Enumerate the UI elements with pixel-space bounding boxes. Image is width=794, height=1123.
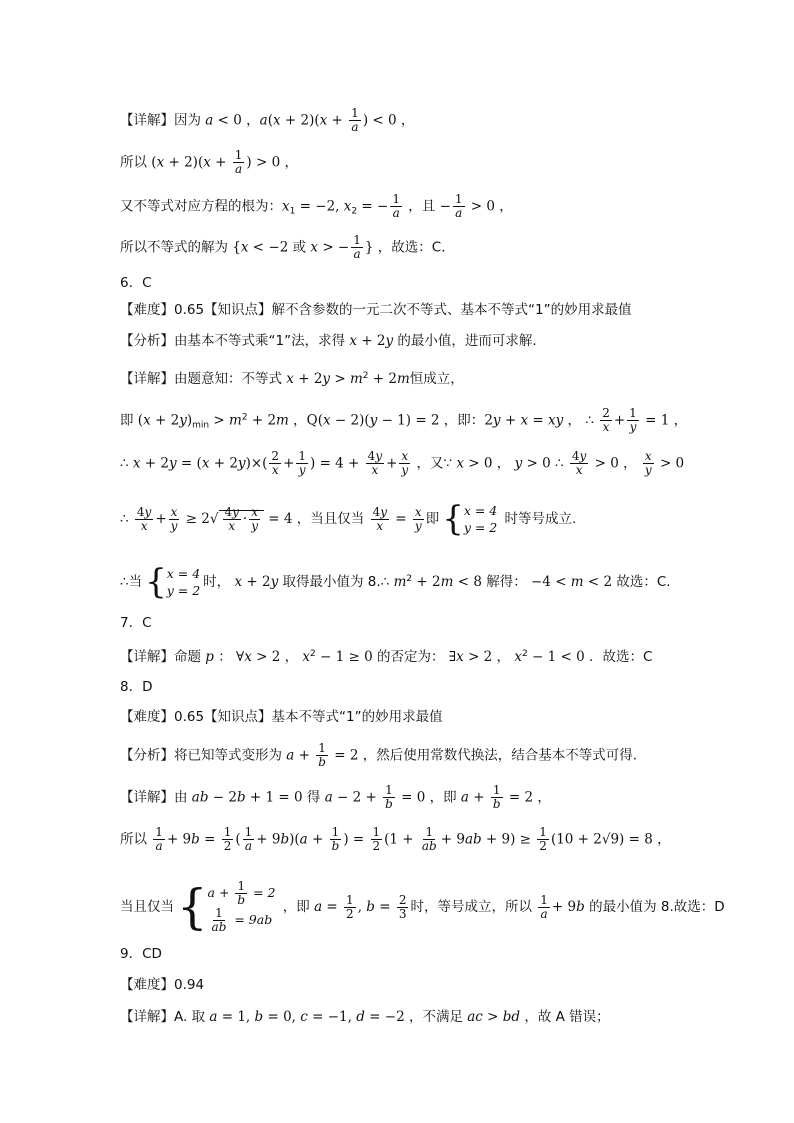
solution-line: 所以不等式的解为 {x < −2 或 x > − $\frac{1}{a}$ } ，故选：C． [120,233,455,261]
solution-line: ∴ x + 2y = (x + 2y)×( $\frac{2}{x}$ + $\frac{1}{y}$ ) = 4 + $\frac{4y}{x}$ + $\frac{x}{y}$ ，又∵ x > 0 ， y > 0 ∴ $\frac{4y}{x}$ > 0 ， $\frac{x}{y}$ > 0 [120,449,685,477]
solution-line: 所以 (x + 2)(x + $\frac{1}{a}$ ) > 0 ， [120,148,298,176]
solution-line: 当且仅当 { a + $\frac{1}{b}$ = 2 $\frac{1}{ab}$ = 9ab ，即 a = $\frac{1}{2}$ , b = $\frac{2}{3}$ 时，等号成立，所以 $\frac{1}{a}$ + 9b 的最小值为 8.故选：D [120,879,725,935]
solution-line: 所以 $\frac{1}{a}$ + 9b = $\frac{1}{2}$ ( $\frac{1}{a}$ + 9b)(a + $\frac{1}{b}$ ) = $\frac{1}{2}$ (1 + $\frac{1}{ab}$ + 9ab + 9) ≥ $\frac{1}{2}$ (10 + 2√9) = 8 ， [120,825,671,853]
analysis-line: 【分析】由基本不等式乘“1”法，求得 x + 2y 的最小值，进而可求解. [120,333,537,349]
solution-line: 【详解】由 ab − 2b + 1 = 0 得 a − 2 + $\frac{1}{b}$ = 0 ，即 a + $\frac{1}{b}$ = 2 ， [120,783,551,811]
question-number: 7．C [120,615,152,631]
solution-line: 【详解】A. 取 a = 1, b = 0, c = −1, d = −2 ，不满足 ac > bd ，故 A 错误； [120,1009,610,1025]
question-number: 6．C [120,275,152,291]
difficulty-line: 【难度】0.94 [120,977,205,993]
question-number: 9．CD [120,946,162,962]
difficulty-line: 【难度】0.65【知识点】基本不等式“1”的妙用求最值 [120,709,443,725]
solution-line: 【详解】由题意知：不等式 $x + 2y > m^2 + 2m$恒成立， [120,371,464,387]
question-number: 8．D [120,679,153,695]
solution-line: 即 $(x + 2y)_{min} > m^2 + 2m$ ，Q(x − 2)(y − 1) = 2 ，即：2y + x = xy ， ∴ $\frac{2}{x}$ + $\frac{1}{y}$ = 1 ， [120,406,688,434]
solution-line: 【详解】命题 p ： ∀x > 2 ， $x^2 - 1 \ge 0$ 的否定为： ∃x > 2 ， $x^2 - 1 < 0$ ．故选：C [120,649,653,665]
solution-line: 【详解】因为 a < 0 ，a(x + 2)(x + $\frac{1}{a}$ ) < 0 ， [120,106,415,134]
difficulty-line: 【难度】0.65【知识点】解不含参数的一元二次不等式、基本不等式“1”的妙用求最值 [120,302,632,318]
analysis-line: 【分析】将已知等式变形为 a + $\frac{1}{b}$ = 2 ，然后使用常数代换法，结合基本不等式可得. [120,741,638,769]
solution-line: ∴ $\frac{4y}{x}$ + $\frac{x}{y}$ ≥ 2√ $\frac{4y}{x}$ · $\frac{x}{y}$ = 4 ，当且仅当 $\frac{4y}{x}$ = $\frac{x}{y}$ 即 { x = 4 y = 2 时等号成立. [120,499,577,539]
solution-line: 又不等式对应方程的根为：$x_1 = -2$, $x_2$ = − $\frac{1}{a}$ ，且 − $\frac{1}{a}$ > 0 ， [120,192,513,220]
solution-line: ∴当 { x = 4 y = 2 时， x + 2y 取得最小值为 8.∴ $m^2 + 2m < 8$ 解得： −4 < m < 2 故选：C. [120,562,671,602]
